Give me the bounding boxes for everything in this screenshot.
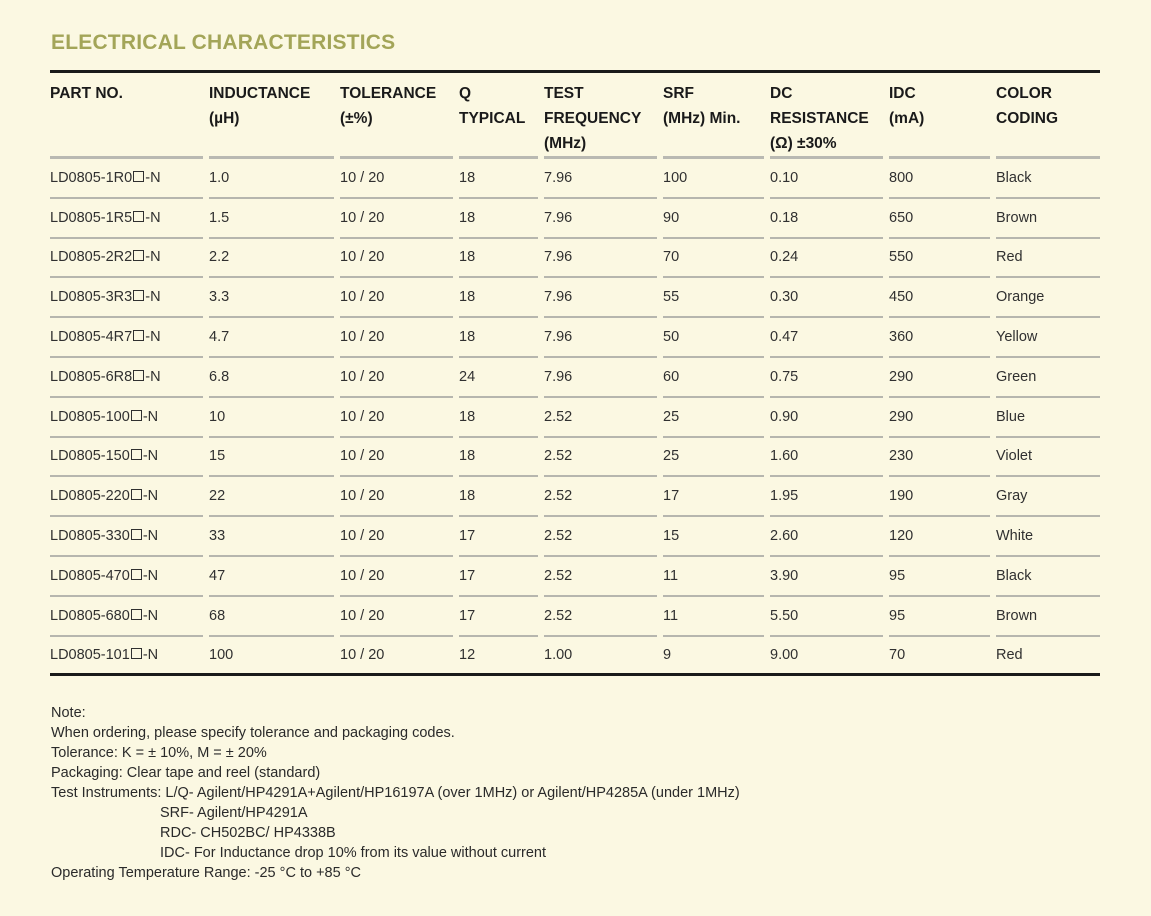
part-number-suffix: -N — [145, 368, 161, 385]
column-header-line: DC — [770, 85, 793, 102]
tolerance-code-box-icon — [133, 171, 144, 182]
column-header-line: TOLERANCE — [340, 85, 437, 102]
idc-cell: 290 — [889, 358, 990, 398]
part-number-cell — [50, 318, 203, 358]
srf-cell: 50 — [663, 318, 764, 358]
tolerance-code-box-icon — [131, 648, 142, 659]
color-cell: Violet — [996, 438, 1100, 478]
part-number-suffix: -N — [145, 209, 161, 226]
idc-cell: 230 — [889, 438, 990, 478]
idc-cell: 95 — [889, 597, 990, 637]
dcr-cell: 3.90 — [770, 557, 883, 597]
column-header-line: SRF — [663, 85, 694, 102]
tolerance-cell: 10 / 20 — [340, 637, 453, 677]
idc-cell: 190 — [889, 477, 990, 517]
characteristics-table-wrap — [50, 70, 1100, 676]
srf-cell: 15 — [663, 517, 764, 557]
part-number-prefix: LD0805-220 — [50, 488, 130, 505]
column-header-line: (µH) — [209, 110, 240, 127]
part-number-cell — [50, 278, 203, 318]
part-number-cell — [50, 398, 203, 438]
tolerance-code-box-icon — [131, 529, 142, 540]
table-row — [50, 358, 1100, 398]
tolerance-code-box-icon — [133, 330, 144, 341]
tolerance-cell: 10 / 20 — [340, 159, 453, 199]
tolerance-cell: 10 / 20 — [340, 438, 453, 478]
tolerance-code-box-icon — [131, 410, 142, 421]
column-header-line: (mA) — [889, 110, 925, 127]
color-cell: Green — [996, 358, 1100, 398]
part-number-cell — [50, 199, 203, 239]
test-freq-cell: 2.52 — [544, 557, 657, 597]
tolerance-code-box-icon — [131, 569, 142, 580]
dcr-cell: 5.50 — [770, 597, 883, 637]
srf-cell: 100 — [663, 159, 764, 199]
column-header-line: Q — [459, 85, 472, 102]
part-number-prefix: LD0805-1R0 — [50, 169, 133, 186]
table-row — [50, 477, 1100, 517]
inductance-cell: 1.0 — [209, 159, 334, 199]
part-number-cell — [50, 517, 203, 557]
part-number-cell — [50, 477, 203, 517]
test-freq-cell: 7.96 — [544, 358, 657, 398]
column-header-line: INDUCTANCE — [209, 85, 311, 102]
column-header — [209, 73, 334, 159]
test-freq-cell: 7.96 — [544, 159, 657, 199]
test-freq-cell: 2.52 — [544, 477, 657, 517]
note-temperature: Operating Temperature Range: -25 °C to +85 °C — [51, 865, 361, 881]
part-number-suffix: -N — [145, 329, 161, 346]
column-header-line: IDC — [889, 85, 916, 102]
q-cell: 18 — [459, 159, 538, 199]
color-cell: Brown — [996, 199, 1100, 239]
test-freq-cell: 7.96 — [544, 239, 657, 279]
column-header — [996, 73, 1100, 159]
inductance-cell: 47 — [209, 557, 334, 597]
test-freq-cell: 2.52 — [544, 438, 657, 478]
test-freq-cell: 2.52 — [544, 597, 657, 637]
srf-cell: 11 — [663, 597, 764, 637]
tolerance-code-box-icon — [133, 211, 144, 222]
part-number-cell — [50, 637, 203, 677]
dcr-cell: 1.95 — [770, 477, 883, 517]
srf-cell: 70 — [663, 239, 764, 279]
part-number-prefix: LD0805-3R3 — [50, 289, 133, 306]
tolerance-cell: 10 / 20 — [340, 398, 453, 438]
q-cell: 18 — [459, 318, 538, 358]
column-header-line: CODING — [996, 110, 1058, 127]
color-cell: Yellow — [996, 318, 1100, 358]
inductance-cell: 6.8 — [209, 358, 334, 398]
characteristics-table — [50, 73, 1100, 676]
srf-cell: 25 — [663, 398, 764, 438]
dcr-cell: 1.60 — [770, 438, 883, 478]
tolerance-cell: 10 / 20 — [340, 199, 453, 239]
notes-heading: Note: — [51, 705, 86, 721]
part-number-prefix: LD0805-6R8 — [50, 368, 133, 385]
table-row — [50, 199, 1100, 239]
tolerance-cell: 10 / 20 — [340, 358, 453, 398]
column-header-line: TEST — [544, 85, 584, 102]
table-row — [50, 239, 1100, 279]
part-number-cell — [50, 438, 203, 478]
tolerance-code-box-icon — [131, 489, 142, 500]
q-cell: 18 — [459, 239, 538, 279]
idc-cell: 450 — [889, 278, 990, 318]
part-number-prefix: LD0805-2R2 — [50, 249, 133, 266]
part-number-suffix: -N — [142, 528, 159, 545]
table-row — [50, 438, 1100, 478]
tolerance-cell: 10 / 20 — [340, 557, 453, 597]
inductance-cell: 3.3 — [209, 278, 334, 318]
q-cell: 18 — [459, 398, 538, 438]
color-cell: White — [996, 517, 1100, 557]
column-header — [663, 73, 764, 159]
color-cell: Orange — [996, 278, 1100, 318]
dcr-cell: 2.60 — [770, 517, 883, 557]
srf-cell: 9 — [663, 637, 764, 677]
column-header-line: RESISTANCE — [770, 110, 869, 127]
table-row — [50, 597, 1100, 637]
q-cell: 17 — [459, 517, 538, 557]
idc-cell: 360 — [889, 318, 990, 358]
part-number-suffix: -N — [142, 567, 159, 584]
q-cell: 17 — [459, 597, 538, 637]
test-freq-cell: 7.96 — [544, 318, 657, 358]
color-cell: Gray — [996, 477, 1100, 517]
column-header-line: (MHz) — [544, 135, 587, 152]
idc-cell: 95 — [889, 557, 990, 597]
tolerance-cell: 10 / 20 — [340, 517, 453, 557]
dcr-cell: 0.90 — [770, 398, 883, 438]
inductance-cell: 4.7 — [209, 318, 334, 358]
part-number-cell — [50, 557, 203, 597]
column-header — [459, 73, 538, 159]
note-packaging: Packaging: Clear tape and reel (standard) — [51, 765, 321, 781]
column-header — [770, 73, 883, 159]
tolerance-cell: 10 / 20 — [340, 318, 453, 358]
inductance-cell: 10 — [209, 398, 334, 438]
color-cell: Black — [996, 557, 1100, 597]
part-number-prefix: LD0805-150 — [50, 448, 130, 465]
table-row — [50, 278, 1100, 318]
column-header-line: FREQUENCY — [544, 110, 642, 127]
part-number-cell — [50, 358, 203, 398]
q-cell: 24 — [459, 358, 538, 398]
part-number-prefix: LD0805-680 — [50, 607, 130, 624]
inductance-cell: 1.5 — [209, 199, 334, 239]
tolerance-cell: 10 / 20 — [340, 278, 453, 318]
note-rdc: RDC- CH502BC/ HP4338B — [160, 825, 336, 841]
dcr-cell: 0.18 — [770, 199, 883, 239]
part-number-suffix: -N — [145, 289, 161, 306]
q-cell: 18 — [459, 438, 538, 478]
srf-cell: 11 — [663, 557, 764, 597]
inductance-cell: 100 — [209, 637, 334, 677]
part-number-suffix: -N — [142, 488, 159, 505]
idc-cell: 290 — [889, 398, 990, 438]
column-header-line: PART NO. — [50, 85, 123, 102]
tolerance-cell: 10 / 20 — [340, 477, 453, 517]
note-instruments: Test Instruments: L/Q- Agilent/HP4291A+Agilent/HP16197A (over 1MHz) or Agilent/HP4285A (under 1MHz) — [51, 785, 740, 801]
table-row — [50, 398, 1100, 438]
column-header — [889, 73, 990, 159]
column-header-line: TYPICAL — [459, 110, 526, 127]
part-number-suffix: -N — [142, 646, 159, 663]
color-cell: Blue — [996, 398, 1100, 438]
idc-cell: 120 — [889, 517, 990, 557]
inductance-cell: 15 — [209, 438, 334, 478]
note-tolerance: Tolerance: K = ± 10%, M = ± 20% — [51, 745, 267, 761]
color-cell: Red — [996, 637, 1100, 677]
part-number-suffix: -N — [145, 249, 161, 266]
tolerance-code-box-icon — [133, 250, 144, 261]
srf-cell: 55 — [663, 278, 764, 318]
dcr-cell: 0.10 — [770, 159, 883, 199]
part-number-suffix: -N — [142, 408, 159, 425]
part-number-prefix: LD0805-101 — [50, 646, 130, 663]
part-number-prefix: LD0805-330 — [50, 528, 130, 545]
column-header-line: (Ω) ±30% — [770, 135, 837, 152]
part-number-suffix: -N — [145, 169, 161, 186]
dcr-cell: 0.75 — [770, 358, 883, 398]
color-cell: Black — [996, 159, 1100, 199]
table-row — [50, 517, 1100, 557]
srf-cell: 90 — [663, 199, 764, 239]
part-number-cell — [50, 159, 203, 199]
color-cell: Red — [996, 239, 1100, 279]
idc-cell: 800 — [889, 159, 990, 199]
tolerance-cell: 10 / 20 — [340, 597, 453, 637]
table-header-row — [50, 73, 1100, 159]
part-number-prefix: LD0805-4R7 — [50, 329, 133, 346]
test-freq-cell: 7.96 — [544, 199, 657, 239]
notes-block — [51, 703, 740, 883]
part-number-cell — [50, 239, 203, 279]
idc-cell: 70 — [889, 637, 990, 677]
idc-cell: 550 — [889, 239, 990, 279]
note-ordering: When ordering, please specify tolerance and packaging codes. — [51, 725, 455, 741]
part-number-prefix: LD0805-100 — [50, 408, 130, 425]
tolerance-code-box-icon — [133, 290, 144, 301]
table-body — [50, 159, 1100, 676]
dcr-cell: 0.47 — [770, 318, 883, 358]
column-header-line: (±%) — [340, 110, 373, 127]
test-freq-cell: 2.52 — [544, 517, 657, 557]
color-cell: Brown — [996, 597, 1100, 637]
part-number-cell — [50, 597, 203, 637]
test-freq-cell: 2.52 — [544, 398, 657, 438]
q-cell: 18 — [459, 477, 538, 517]
srf-cell: 25 — [663, 438, 764, 478]
inductance-cell: 2.2 — [209, 239, 334, 279]
column-header-line: (MHz) Min. — [663, 110, 741, 127]
part-number-prefix: LD0805-470 — [50, 567, 130, 584]
dcr-cell: 0.30 — [770, 278, 883, 318]
note-idc: IDC- For Inductance drop 10% from its value without current — [160, 845, 547, 861]
test-freq-cell: 7.96 — [544, 278, 657, 318]
q-cell: 12 — [459, 637, 538, 677]
tolerance-code-box-icon — [131, 609, 142, 620]
table-row — [50, 159, 1100, 199]
part-number-suffix: -N — [142, 448, 159, 465]
part-number-prefix: LD0805-1R5 — [50, 209, 133, 226]
inductance-cell: 22 — [209, 477, 334, 517]
part-number-suffix: -N — [142, 607, 159, 624]
column-header — [50, 73, 203, 159]
dcr-cell: 9.00 — [770, 637, 883, 677]
column-header — [340, 73, 453, 159]
column-header — [544, 73, 657, 159]
tolerance-code-box-icon — [133, 370, 144, 381]
dcr-cell: 0.24 — [770, 239, 883, 279]
q-cell: 18 — [459, 278, 538, 318]
idc-cell: 650 — [889, 199, 990, 239]
note-srf: SRF- Agilent/HP4291A — [160, 805, 308, 821]
srf-cell: 17 — [663, 477, 764, 517]
tolerance-cell: 10 / 20 — [340, 239, 453, 279]
page-title: ELECTRICAL CHARACTERISTICS — [51, 31, 396, 54]
tolerance-code-box-icon — [131, 449, 142, 460]
table-row — [50, 557, 1100, 597]
q-cell: 17 — [459, 557, 538, 597]
table-row — [50, 637, 1100, 677]
table-row — [50, 318, 1100, 358]
column-header-line: COLOR — [996, 85, 1052, 102]
srf-cell: 60 — [663, 358, 764, 398]
q-cell: 18 — [459, 199, 538, 239]
inductance-cell: 33 — [209, 517, 334, 557]
test-freq-cell: 1.00 — [544, 637, 657, 677]
inductance-cell: 68 — [209, 597, 334, 637]
